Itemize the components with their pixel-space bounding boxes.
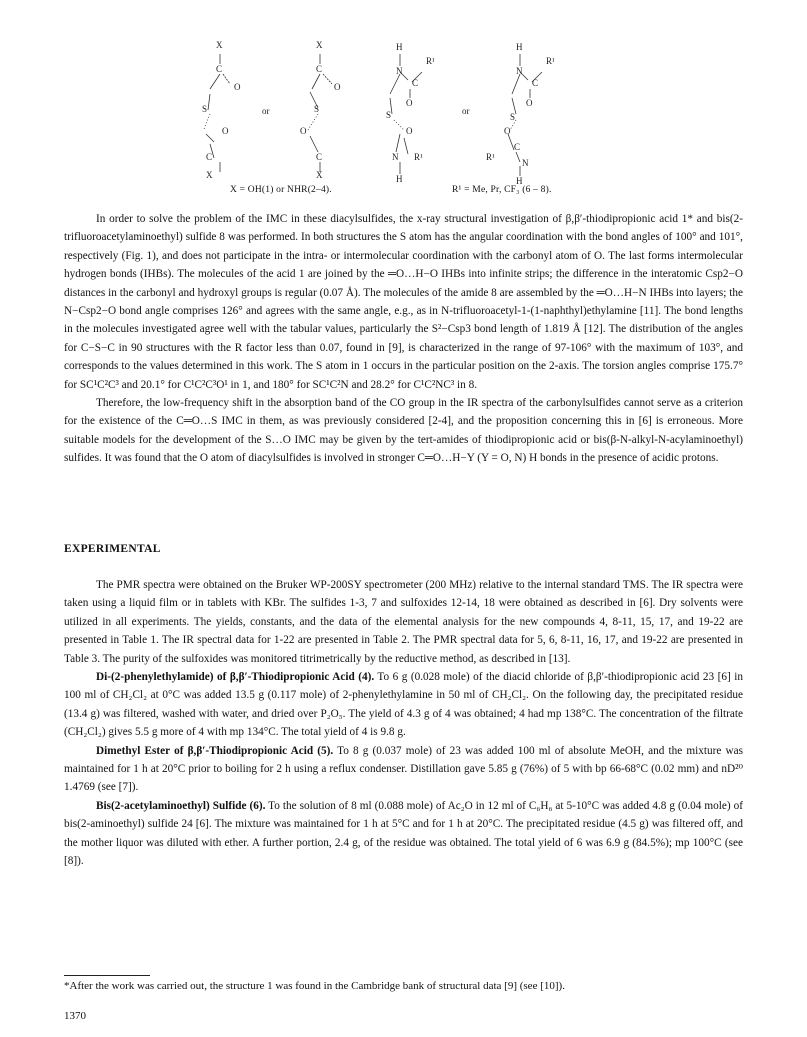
footnote-divider (64, 975, 150, 976)
atom-o-label: O (234, 82, 241, 92)
atom-c-label: C (532, 78, 539, 88)
atom-x-label: X (316, 170, 323, 180)
atom-o-label: O (300, 126, 307, 136)
atom-c-label: C (316, 64, 323, 74)
paragraph (64, 668, 743, 742)
atom-c-label: C (316, 152, 323, 162)
atom-o-label: O (504, 126, 511, 136)
atom-h-label: H (516, 176, 523, 186)
paragraph: Therefore, the low-frequency shift in the absorption band of the CO group in the IR spectra of the carbonylsulfides cannot serve as a criterion for the existence of the C═O…S IMC in them, as was previously considered [2-4], and the proposition concerning this in [6] is erroneous. More suitable models for the development of the S…O IMC may be given by the tert-amides of thiodipropionic acid or bis(β-N-alkyl-N-acylaminoethyl) sulfides. It was found that the O atom of diacylsulfides is involved in stronger C═O…H−Y (Y = O, N) H bonds in the presence of acidic protons. (64, 397, 743, 465)
compound-title: Di-(2-phenylethylamide) of β,β′-Thiodipropionic Acid (4). (96, 671, 375, 684)
atom-o-label: O (222, 126, 229, 136)
atom-h-label: H (396, 42, 403, 52)
atom-o-label: O (526, 98, 533, 108)
atom-n-label: N (522, 158, 529, 168)
paragraph: The PMR spectra were obtained on the Bruker WP-200SY spectrometer (200 MHz) relative to the internal standard TMS. The IR spectra were taken using a liquid film or in tablets with KBr. The sulfides 1-3, 7 and sulfoxides 12-14, 18 were obtained as described in [6]. Dry solvents were utilized in all experiments. The yields, constants, and the data of the elemental analysis for the new compounds 4, 8-11, 15, 17, and 19-22 are presented in Table 1. The IR spectral data for 1-22 are presented in Table 2. The PMR spectral data for 5, 6, 8-11, 16, 17, and 19-22 are presented in Table 3. The purity of the sulfoxides was monitored titrimetrically by the reductive method, as described in [13]. (64, 579, 743, 665)
structure-drawing (190, 34, 610, 194)
atom-s-label: S (314, 104, 320, 114)
procedure-text: To 8 g (0.037 mole) of 23 was added 100 ml of absolute MeOH, and the mixture was maintained for 1 h at 20°C prior to boiling for 2 h using a reflux condenser. Distillation gave 5.85 g (76%) of 5 with bp 66-68°C (0.02 mm) and nD²⁰ 1.4769 (see [7]). (64, 744, 743, 794)
experimental-text (64, 576, 743, 871)
atom-o-label: O (406, 98, 413, 108)
discussion-text (64, 210, 743, 468)
paragraph: In order to solve the problem of the IMC in these diacylsulfides, the x-ray structural investigation of β,β′-thiodipropionic acid 1* and bis(2-trifluoroacetylaminoethyl) sulfide 8 was performed. In both structures the S atom has the angular coordination with the bond angles of 100° and 101°, respectively (Fig. 1), and does not participate in the intra- or intermolecular coordination with the carbonyl atom of O. The last forms intermolecular hydrogen bonds (IHBs). The molecules of the acid 1 are joined by the ═O…H−O IHBs into infinite strips; the difference in the interatomic Csp2−O distances in the carbonyl and hydroxyl groups is regular (0.07 Å). The molecules of the amide 8 are assembled by the ═O…H−N IHBs into layers; the N−Csp2−O bond angle comprises 126° and agrees with the same angle, e.g., as in N-trifluoroacetyl-1-(1-naphthyl)ethylamine [11]. The bond lengths in the molecules investigated agree well with the tabular values, particularly the S²−Csp3 bond length of 1.819 Å [12]. The distribution of the angles for C−S−C in 90 structures with the R factor less than 0.07, found in [9], is characterized in the range of 97-106° with the maximum of 103°, and corresponds to the values determined in this work. The S atom in 1 occurs in the particular position on the 2-axis. The torsion angles comprise 175.7° for SC¹C²C³ and 20.1° for C¹C²C³O¹ in 1, and 180° for SC¹C²N and 28.2° for C¹C²NC³ in 8. (64, 213, 743, 391)
atom-x-label: X (206, 170, 213, 180)
atom-r1-label: R¹ (414, 152, 423, 162)
or-label: or (462, 106, 470, 116)
atom-r1-label: R¹ (426, 56, 435, 66)
atom-r1-label: R¹ (486, 152, 495, 162)
section-heading: EXPERIMENTAL (64, 543, 161, 555)
page-number: 1370 (64, 1010, 86, 1022)
procedure-text: To 6 g (0.028 mole) of the diacid chloride of β,β′-thiodipropionic acid 23 [6] in 100 ml of CH₂Cl₂ at 0°C was added 13.5 g (0.117 mole) of 2-phenylethylamine in 50 ml of CH₂Cl₂. On the following day, the precipitated residue (13.4 g) was filtered, washed with water, and dried over P₂O₅. The yield of 4.3 g of 4 was obtained; 4 had mp 138°C. The concentration of the filtrate (CH₂Cl₂) gives 5.5 g more of 4 with mp 134°C. The total yield of 4 is 9.8 g. (64, 671, 743, 739)
paragraph (64, 797, 743, 871)
atom-s-label: S (510, 112, 516, 122)
atom-c-label: C (412, 78, 419, 88)
atom-n-label: N (516, 66, 523, 76)
paragraph (64, 742, 743, 797)
caption-x-definition: X = OH(1) or NHR(2–4). (230, 185, 332, 195)
atom-s-label: S (202, 104, 208, 114)
atom-h-label: H (516, 42, 523, 52)
atom-s-label: S (386, 110, 392, 120)
atom-c-label: C (514, 142, 521, 152)
atom-o-label: O (406, 126, 413, 136)
atom-o-label: O (334, 82, 341, 92)
compound-title: Bis(2-acetylaminoethyl) Sulfide (6). (96, 799, 266, 812)
atom-x-label: X (216, 40, 223, 50)
procedure-text: To the solution of 8 ml (0.088 mole) of Ac₂O in 12 ml of C₆H₆ at 5-10°C was added 4.8 g (0.04 mole) of bis(2-aminoethyl) sulfide 24 [6]. The mixture was maintained for 1 h at 5°C and for 1 h at 20°C. The precipitated residue (4.5 g) was filtered off, and the mother liquor was diluted with ether. A further portion, 2.4 g, of the residue was obtained. The total yield of 6 was 6.9 g (84.5%); mp 100°C (see [8]). (64, 799, 744, 868)
atom-x-label: X (316, 40, 323, 50)
atom-c-label: C (216, 64, 223, 74)
atom-r1-label: R¹ (546, 56, 555, 66)
chemical-structures-figure (190, 34, 610, 202)
atom-n-label: N (396, 66, 403, 76)
footnote: *After the work was carried out, the structure 1 was found in the Cambridge bank of structural data [9] (see [10]). (64, 980, 565, 992)
caption-r1-definition: R¹ = Me, Pr, CF₃ (6 – 8). (452, 185, 552, 195)
atom-c-label: C (206, 152, 213, 162)
atom-h-label: H (396, 174, 403, 184)
compound-title: Dimethyl Ester of β,β′-Thiodipropionic Acid (5). (96, 744, 334, 757)
or-label: or (262, 106, 270, 116)
atom-n-label: N (392, 152, 399, 162)
